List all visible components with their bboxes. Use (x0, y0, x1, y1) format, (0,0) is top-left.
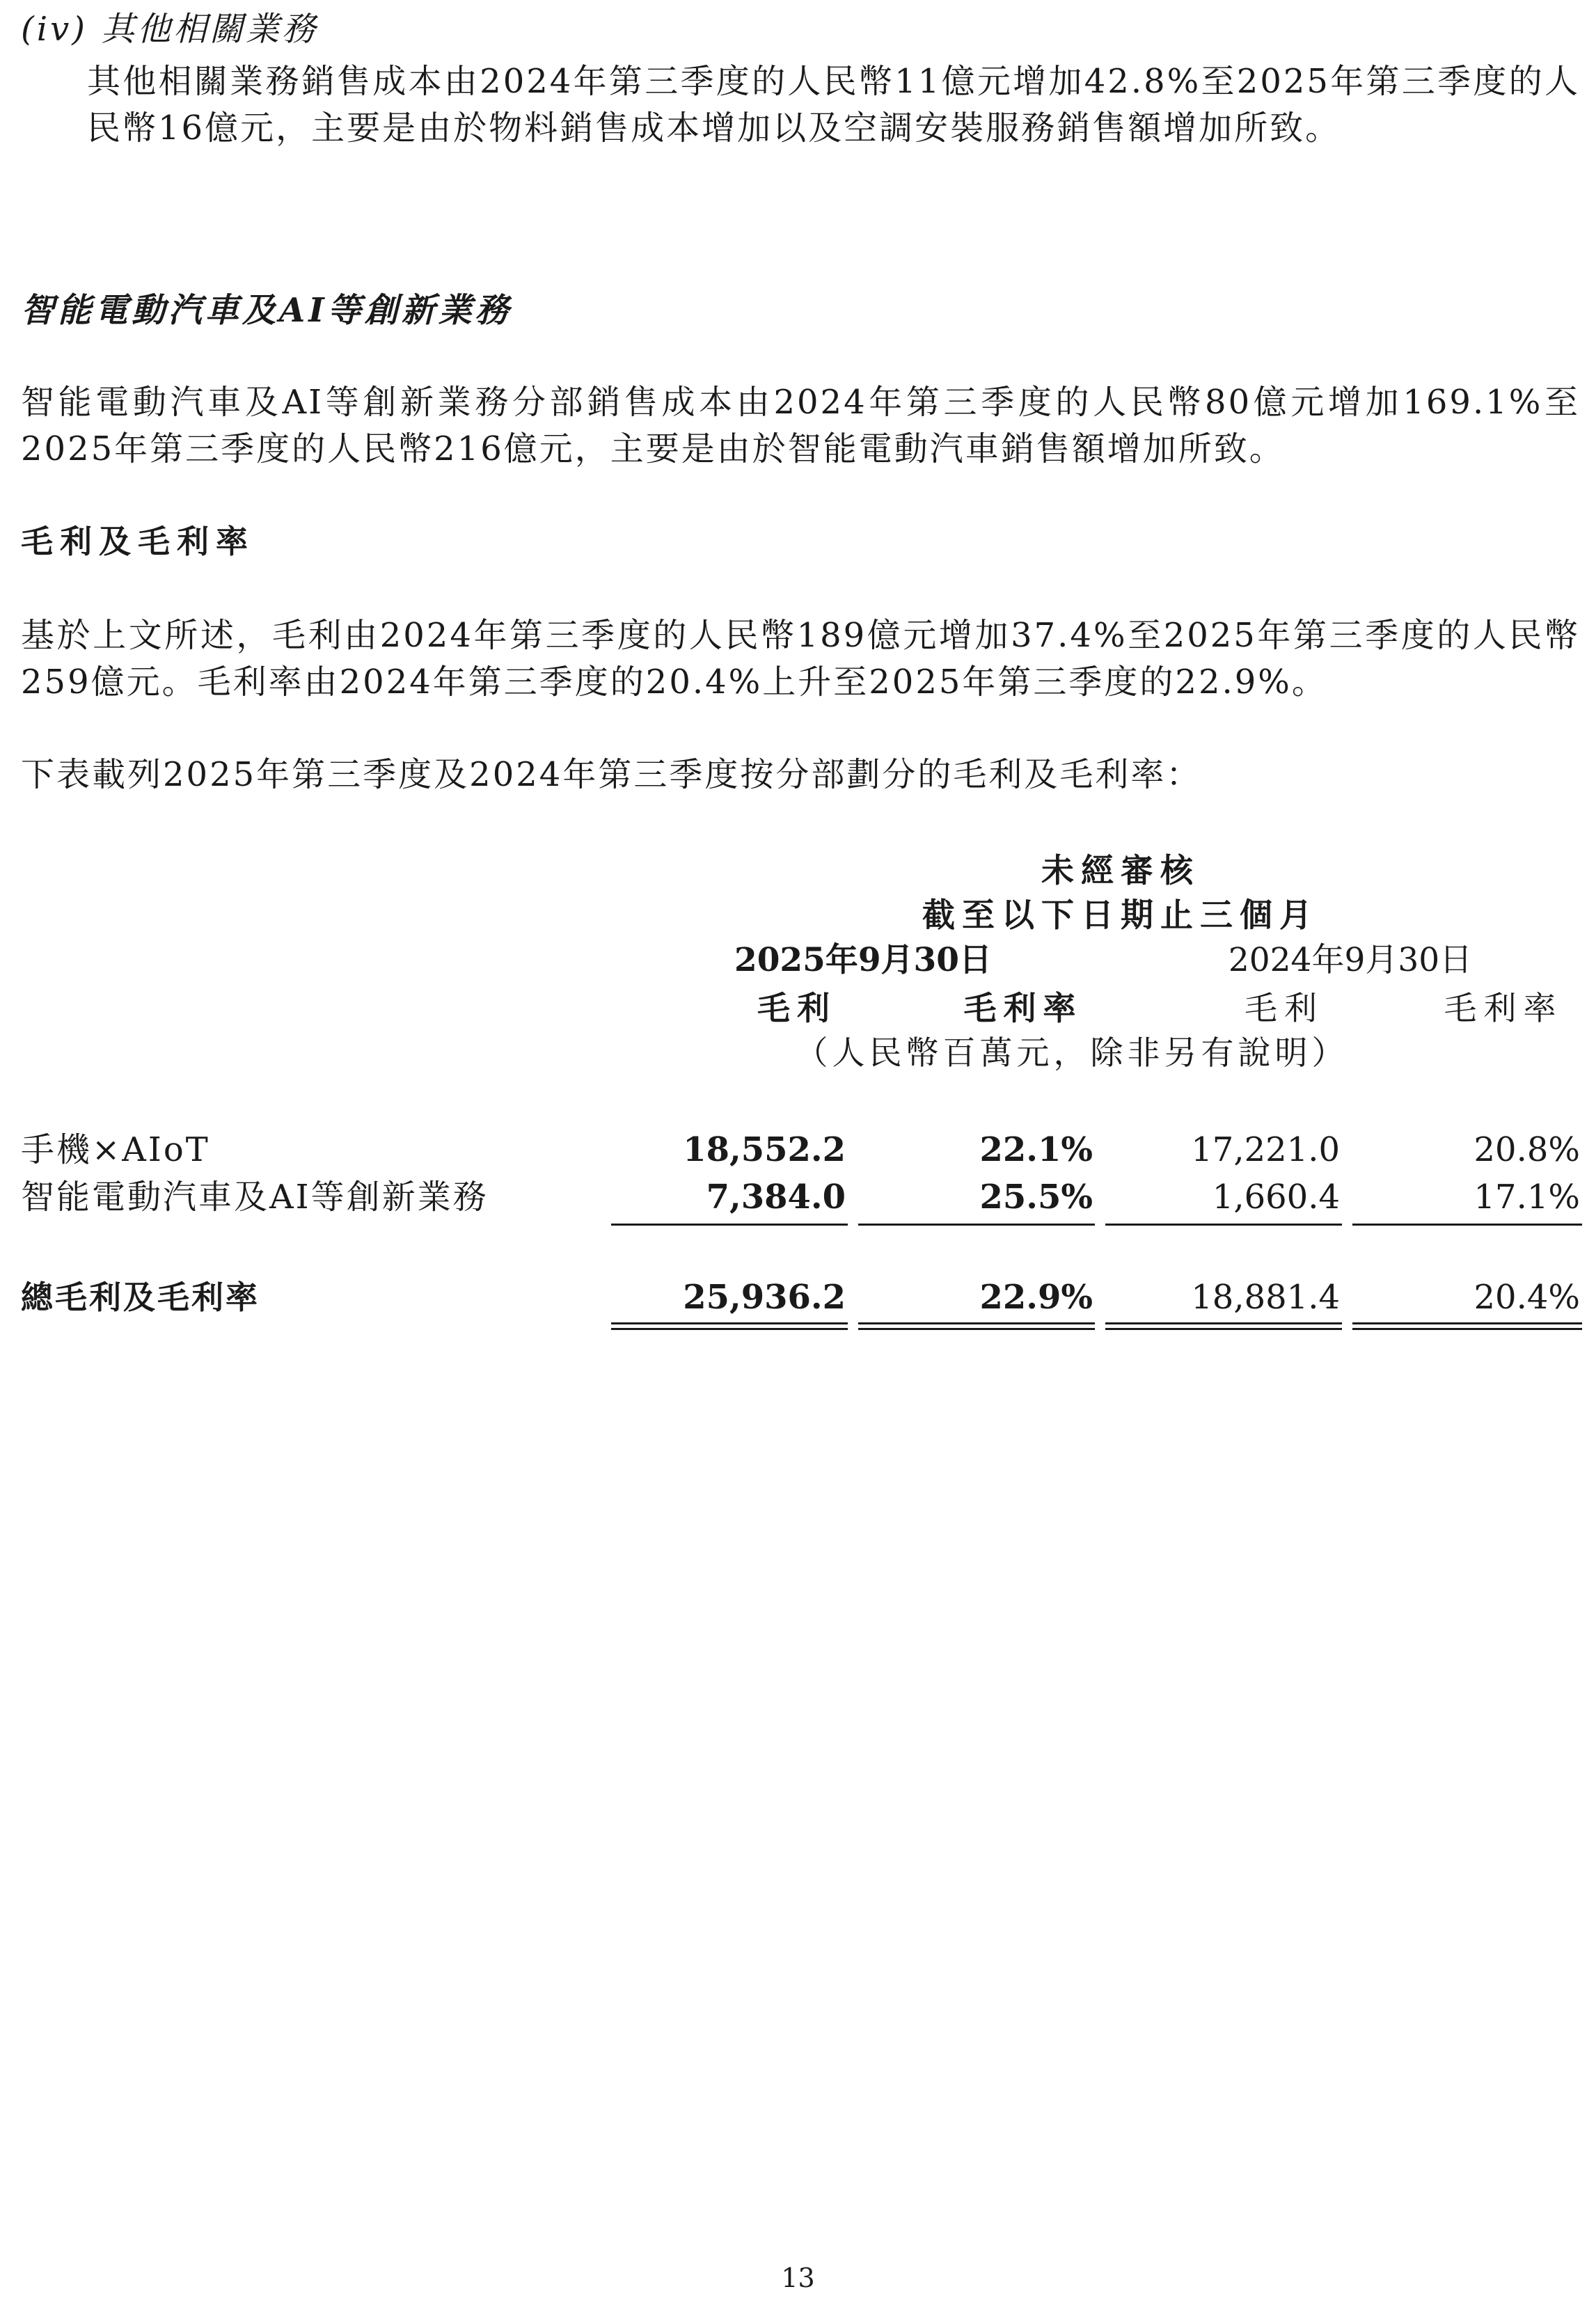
total-double-rule (1352, 1322, 1582, 1330)
cell-total-gp-2024: 18,881.4 (1191, 1278, 1340, 1317)
paragraph-table-intro: 下表載列2025年第三季度及2024年第三季度按分部劃分的毛利及毛利率： (21, 755, 1202, 794)
subtotal-rule (1105, 1224, 1342, 1226)
section-heading-gross-profit: 毛利及毛利率 (21, 523, 255, 560)
paragraph-gross-profit: 基於上文所述，毛利由2024年第三季度的人民幣189億元增加37.4%至2025年第三季度的人民幣259億元。毛利率由2024年第三季度的20.4%上升至2025年第三季度的22.9%。 (21, 616, 1580, 702)
total-double-rule (1105, 1322, 1342, 1330)
col-header-gross-margin-2024: 毛利率 (1444, 990, 1563, 1028)
subtotal-rule (611, 1224, 848, 1226)
header-period: 截至以下日期止三個月 (922, 896, 1319, 935)
cell-gm-2024: 20.8% (1473, 1130, 1580, 1169)
total-double-rule (611, 1322, 848, 1330)
subtotal-rule (1352, 1224, 1582, 1226)
section-heading-ev-ai: 智能電動汽車及AI等創新業務 (21, 291, 512, 330)
cell-gp-2024: 1,660.4 (1212, 1178, 1340, 1217)
row-label-ev-ai: 智能電動汽車及AI等創新業務 (21, 1178, 489, 1217)
col-header-gross-profit-2025: 毛利 (757, 990, 837, 1028)
cell-gm-2025: 22.1% (979, 1130, 1093, 1169)
cell-gm-2025: 25.5% (979, 1178, 1093, 1217)
subtotal-rule (858, 1224, 1095, 1226)
paragraph-ev-ai: 智能電動汽車及AI等創新業務分部銷售成本由2024年第三季度的人民幣80億元增加169.1%至2025年第三季度的人民幣216億元，主要是由於智能電動汽車銷售額增加所致。 (21, 383, 1580, 468)
col-header-gross-margin-2025: 毛利率 (963, 990, 1083, 1028)
header-date-2025: 2025年9月30日 (734, 941, 992, 979)
cell-total-gm-2024: 20.4% (1473, 1278, 1580, 1317)
cell-gp-2024: 17,221.0 (1191, 1130, 1340, 1169)
cell-total-gp-2025: 25,936.2 (683, 1278, 846, 1317)
cell-gm-2024: 17.1% (1473, 1178, 1580, 1217)
cell-total-gm-2025: 22.9% (979, 1278, 1093, 1317)
cell-gp-2025: 7,384.0 (706, 1178, 846, 1217)
row-label-total: 總毛利及毛利率 (21, 1279, 260, 1316)
row-label-phone-aiot: 手機×AIoT (21, 1130, 210, 1169)
col-header-gross-profit-2024: 毛利 (1245, 990, 1324, 1028)
gross-profit-table (21, 850, 1580, 1338)
page-number: 13 (781, 2263, 815, 2293)
paragraph-other-related: 其他相關業務銷售成本由2024年第三季度的人民幣11億元增加42.8%至2025年第三季度的人民幣16億元，主要是由於物料銷售成本增加以及空調安裝服務銷售額增加所致。 (87, 62, 1580, 148)
header-date-2024: 2024年9月30日 (1228, 941, 1473, 979)
cell-gp-2025: 18,552.2 (683, 1130, 846, 1169)
total-double-rule (858, 1322, 1095, 1330)
header-unit-note: （人民幣百萬元，除非另有說明） (795, 1034, 1349, 1073)
header-unaudited: 未經審核 (1041, 852, 1200, 890)
section-heading-other-related: (iv) 其他相關業務 (21, 10, 319, 49)
